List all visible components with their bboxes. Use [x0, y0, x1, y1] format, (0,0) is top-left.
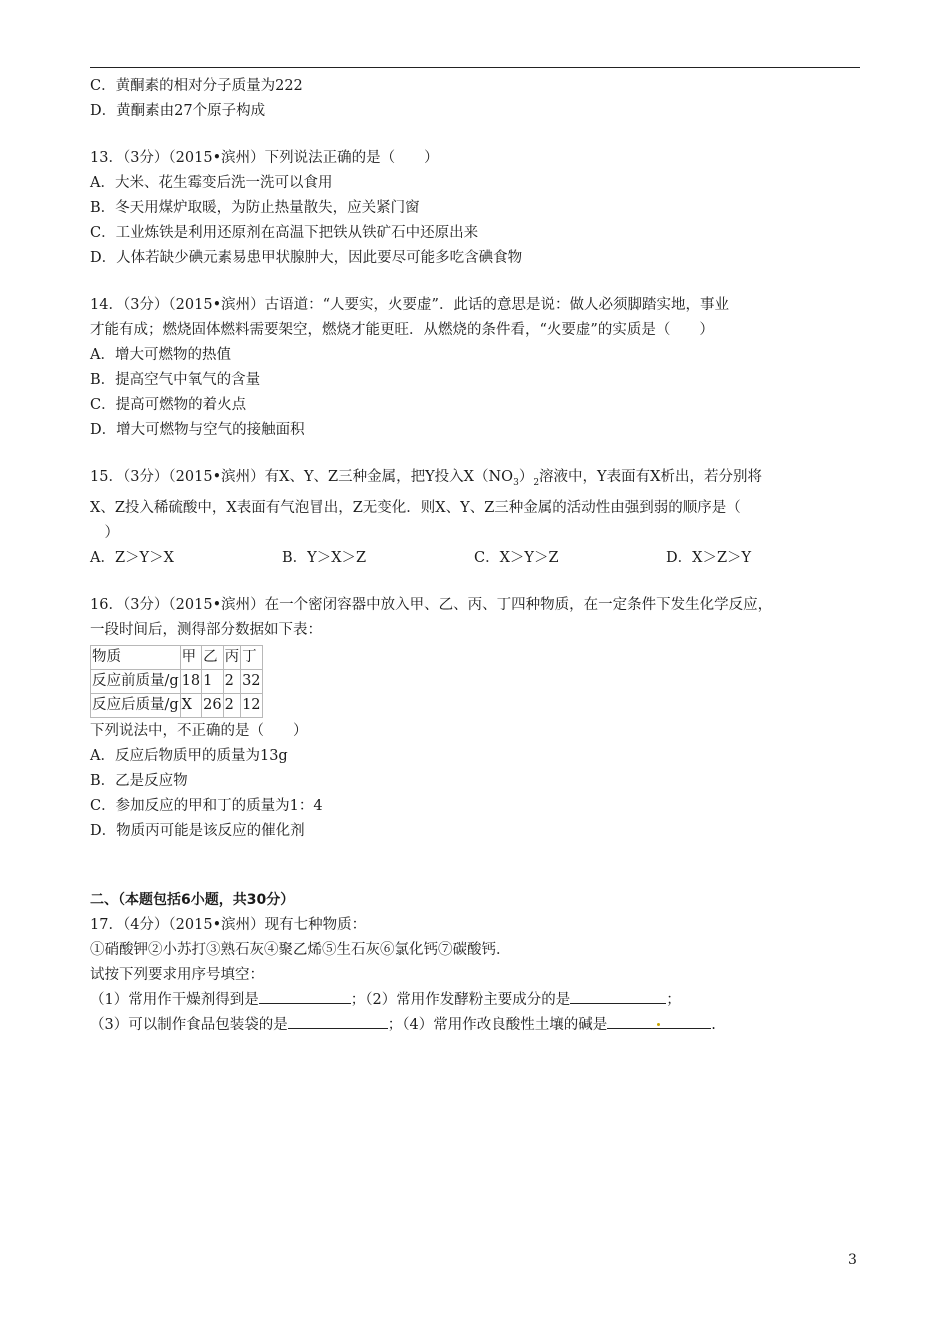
- subscript: 3: [513, 477, 519, 488]
- question-stem: 13．（3分）（2015•滨州）下列说法正确的是（ ）: [90, 150, 439, 166]
- option-d: D．X＞Z＞Y: [666, 549, 752, 566]
- question-stem-line-1: 14．（3分）（2015•滨州）古语道：“人要实，火要虚”．此话的意思是说：做人必须脚踏实地，事业: [90, 297, 729, 313]
- table-row: [91, 693, 263, 717]
- stem-text: 15．（3分）（2015•滨州）有X、Y、Z三种金属，把Y投入X（NO: [90, 469, 514, 485]
- question-stem: 17．（4分）（2015•滨州）现有七种物质：: [90, 916, 367, 933]
- page-number: 3: [848, 1252, 857, 1268]
- option-c: C．参加反应的甲和丁的质量为1：4: [90, 797, 323, 814]
- section-title: 二、（本题包括6小题，共30分）: [90, 891, 295, 908]
- answer-blank[interactable]: [259, 989, 351, 1004]
- question-stem-line-2: 一段时间后，测得部分数据如下表：: [90, 621, 322, 638]
- document-page: [90, 74, 865, 1038]
- question-17: [90, 913, 865, 1038]
- prompt-text: （3）可以制作食品包装袋的是: [90, 1016, 288, 1033]
- question-15: [90, 465, 865, 571]
- separator: ；: [666, 991, 681, 1008]
- option-a: A．反应后物质甲的质量为13g: [90, 747, 288, 764]
- table-header-row: [91, 645, 263, 669]
- answer-blank[interactable]: [570, 989, 666, 1004]
- table-header-cell: 乙: [202, 645, 223, 669]
- question-14: [90, 293, 865, 443]
- option-d: D．人体若缺少碘元素易患甲状腺肿大，因此要尽可能多吃含碘食物: [90, 250, 523, 266]
- option-a: A．大米、花生霉变后洗一洗可以食用: [90, 175, 333, 191]
- stem-text: ）: [518, 469, 534, 485]
- table-cell: 12: [241, 693, 262, 717]
- option-d: D．黄酮素由27个原子构成: [90, 103, 266, 119]
- header-rule: [90, 67, 860, 68]
- table-header-cell: 物质: [91, 645, 181, 669]
- options-row: [90, 546, 865, 571]
- option-b: B．乙是反应物: [90, 772, 188, 789]
- table-row: [91, 669, 263, 693]
- question-stem-line-1: 16．（3分）（2015•滨州）在一个密闭容器中放入甲、乙、丙、丁四种物质，在一定条件下发生化学反应，: [90, 596, 773, 613]
- question-stem-line-2: 才能有成；燃烧固体燃料需要架空，燃烧才能更旺．从燃烧的条件看，“火要虚”的实质是（ ）: [90, 322, 714, 338]
- option-d: D．物质丙可能是该反应的催化剂: [90, 822, 305, 839]
- table-cell: 反应前质量/g: [91, 669, 181, 693]
- option-b: B．Y＞X＞Z: [282, 549, 367, 566]
- option-a: A．增大可燃物的热值: [90, 347, 231, 363]
- option-b: B．提高空气中氧气的含量: [90, 372, 261, 388]
- stem-text: 溶液中，Y表面有X析出，若分别将: [539, 469, 762, 485]
- answer-blank[interactable]: [288, 1014, 388, 1029]
- option-a: A．Z＞Y＞X: [90, 549, 174, 566]
- separator: .: [711, 1016, 716, 1033]
- instruction: 试按下列要求用序号填空：: [90, 966, 264, 983]
- separator: ；: [387, 1016, 403, 1033]
- option-d: D．增大可燃物与空气的接触面积: [90, 422, 305, 438]
- table-cell: 1: [202, 669, 223, 693]
- table-cell: 2: [223, 669, 241, 693]
- question-stem-line-3: ）: [90, 524, 119, 541]
- substance-list: ①硝酸钾②小苏打③熟石灰④聚乙烯⑤生石灰⑥氯化钙⑦碳酸钙．: [90, 941, 511, 958]
- table-cell: 18: [180, 669, 201, 693]
- question-prompt: 下列说法中，不正确的是（ ）: [90, 722, 308, 739]
- prompt-text: （2）常用作发酵粉主要成分的是: [365, 991, 571, 1008]
- table-cell: 32: [241, 669, 262, 693]
- question-stem-line-2: X、Z投入稀硫酸中，X表面有气泡冒出，Z无变化．则X、Y、Z三种金属的活动性由强到弱的顺序是（: [90, 499, 741, 516]
- option-c: C．工业炼铁是利用还原剂在高温下把铁从铁矿石中还原出来: [90, 225, 479, 241]
- prompt-text: （4）常用作改良酸性土壤的碱是: [402, 1016, 608, 1033]
- table-cell: 26: [202, 693, 223, 717]
- question-stem-line-1: [90, 465, 865, 496]
- prompt-text: （1）常用作干燥剂得到是: [90, 991, 259, 1008]
- table-cell: 反应后质量/g: [91, 693, 181, 717]
- option-b: B．冬天用煤炉取暖，为防止热量散失，应关紧门窗: [90, 200, 420, 216]
- mass-data-table: [90, 645, 263, 718]
- option-c: C．X＞Y＞Z: [474, 549, 559, 566]
- subscript: 2: [533, 477, 540, 488]
- question-16: [90, 593, 865, 844]
- table-header-cell: 丁: [241, 645, 262, 669]
- table-cell: 2: [223, 693, 241, 717]
- fill-line-2: [90, 1013, 865, 1038]
- question-13: [90, 146, 865, 271]
- table-header-cell: 甲: [180, 645, 201, 669]
- table-header-cell: 丙: [223, 645, 241, 669]
- table-cell: X: [180, 693, 201, 717]
- option-c: C．提高可燃物的着火点: [90, 397, 247, 413]
- separator: ；: [350, 991, 366, 1008]
- mark-dot-icon: [657, 1023, 660, 1026]
- fill-line-1: [90, 988, 865, 1013]
- option-c: C．黄酮素的相对分子质量为222: [90, 78, 303, 94]
- answer-blank[interactable]: [607, 1014, 711, 1029]
